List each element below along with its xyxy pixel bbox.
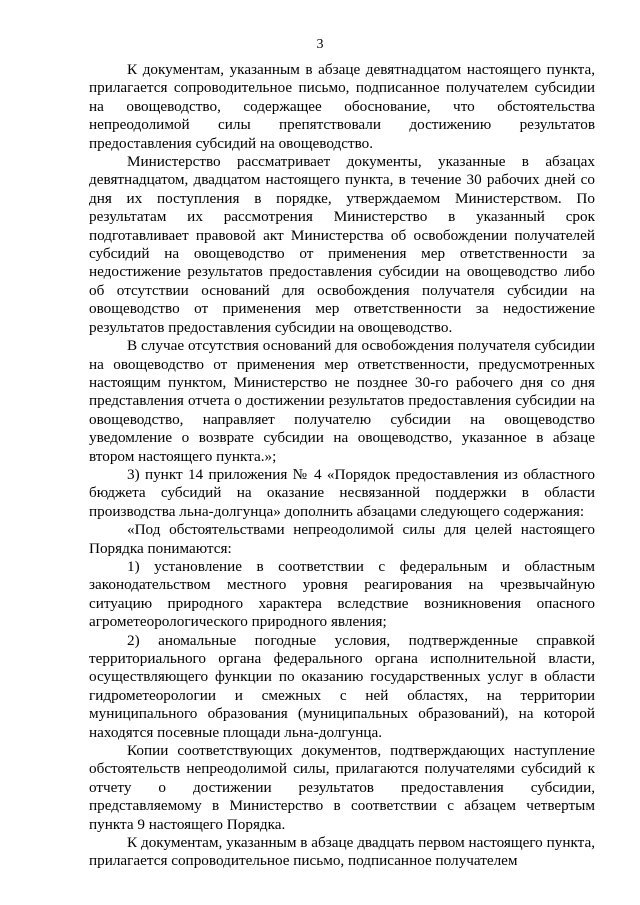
paragraph-3: В случае отсутствия оснований для освобождения получателя субсидии на овощеводство от применения мер ответственности, предусмотренных настоящим пунктом, Министерство не позднее 30-го рабочего дня со дня представления отчета о достижении результатов предоставления субсидии на овощеводство, направляет получателю субсидии на овощеводство уведомление о возврате субсидии на овощеводство, указанное в абзаце втором настоящего пункта.»; [89, 337, 595, 465]
paragraph-4: 3) пункт 14 приложения № 4 «Порядок предоставления из областного бюджета субсидий на оказание несвязанной поддержки в области производства льна-долгунца» дополнить абзацами следующего содержания: [89, 465, 595, 520]
paragraph-5: «Под обстоятельствами непреодолимой силы для целей настоящего Порядка понимаются: [89, 521, 595, 557]
page-number: 3 [316, 37, 324, 52]
paragraph-8: Копии соответствующих документов, подтверждающих наступление обстоятельств непреодолимой силы, прилагаются получателями субсидий к отчету о достижении результатов предоставления субсидии, представляемому в Министерство в соответствии с абзацем четвертым пункта 9 настоящего Порядка. [89, 742, 595, 833]
paragraph-7: 2) аномальные погодные условия, подтвержденные справкой территориального органа федерального органа исполнительной власти, осуществляющего функции по оказанию государственных услуг в области гидрометеорологии и смежных с ней областях, на территории муниципального образования (муниципальных образований), на которой находятся посевные площади льна-долгунца. [89, 631, 595, 741]
paragraph-6: 1) установление в соответствии с федеральным и областным законодательством местного уровня реагирования на чрезвычайную ситуацию природного характера вследствие возникновения опасного агрометеорологического природного явления; [89, 557, 595, 631]
paragraph-9: К документам, указанным в абзаце двадцать первом настоящего пункта, прилагается сопроводительное письмо, подписанное получателем [89, 834, 595, 870]
document-body [89, 61, 595, 871]
paragraph-1: К документам, указанным в абзаце девятнадцатом настоящего пункта, прилагается сопроводительное письмо, подписанное получателем субсидии на овощеводство, содержащее обоснование, что обстоятельства непреодолимой силы препятствовали достижению результатов предоставления субсидий на овощеводство. [89, 61, 595, 152]
paragraph-2: Министерство рассматривает документы, указанные в абзацах девятнадцатом, двадцатом настоящего пункта, в течение 30 рабочих дней со дня их поступления в порядке, утверждаемом Министерством. По результатам их рассмотрения Министерство в указанный срок подготавливает правовой акт Министерства об освобождении получателей субсидий на овощеводство от применения мер ответственности за недостижение результатов предоставления субсидии на овощеводство либо об отсутствии оснований для освобождения получателя субсидии на овощеводство от применения мер ответственности за недостижение результатов предоставления субсидии на овощеводство. [89, 153, 595, 336]
